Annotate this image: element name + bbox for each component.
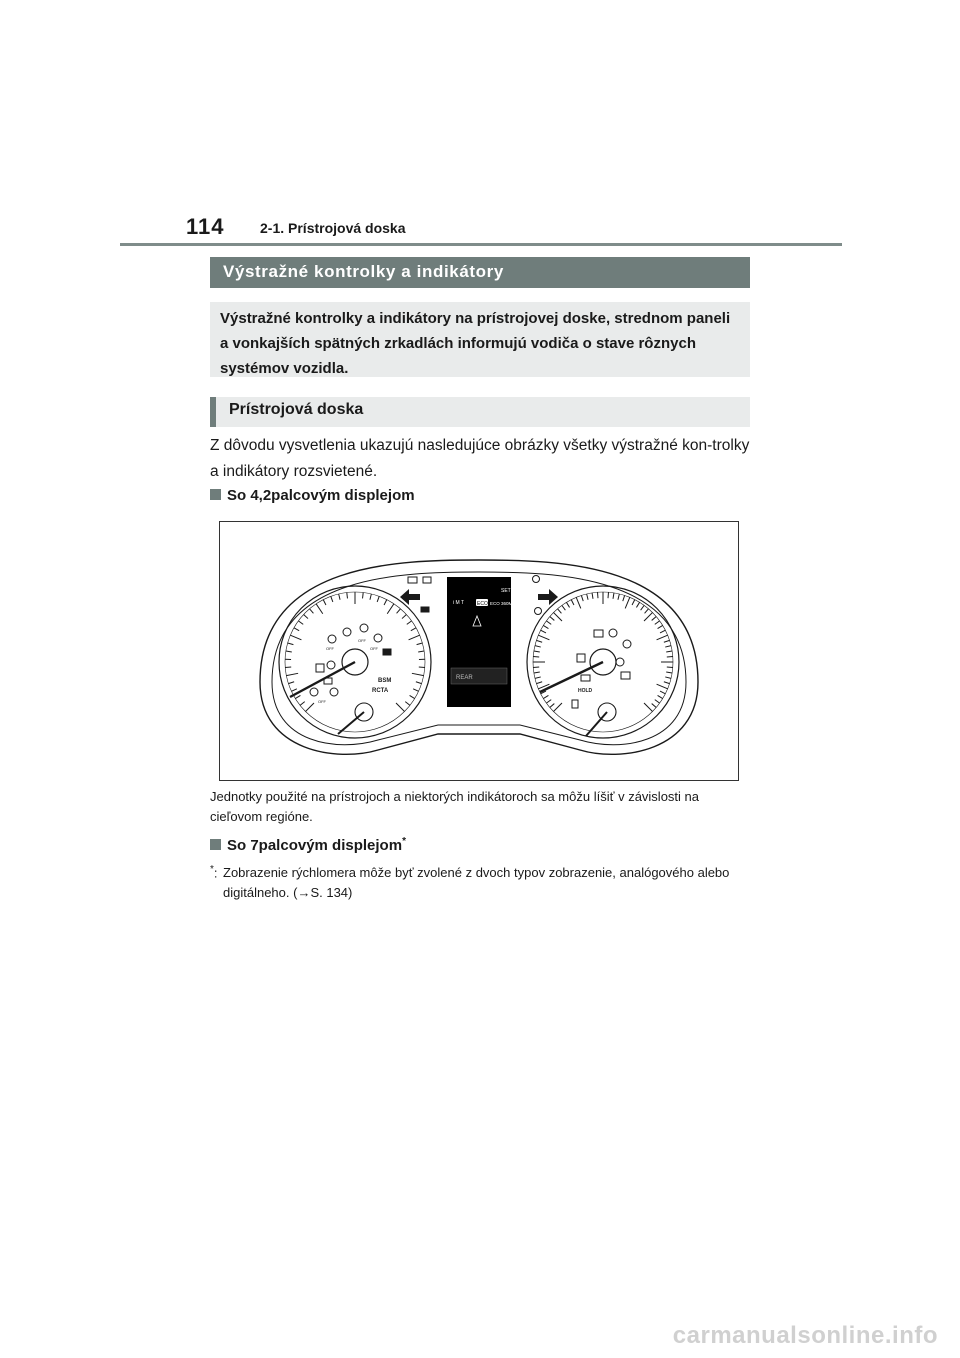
gauge-tick [652, 704, 657, 708]
gauge-tick [411, 628, 416, 631]
gauge-tick [655, 700, 660, 704]
multi-info-display [447, 577, 511, 707]
gauge-tick [405, 702, 410, 706]
gauge-tick [541, 630, 546, 633]
gauge-tick [535, 677, 541, 678]
intro-text: Výstražné kontrolky a indikátory na prístrojovej doske, strednom paneli a vonkajších spätných zrkadlách informujú vodiča o stave rôznych systémov vozidla. [220, 310, 731, 377]
square-bullet-icon [210, 839, 221, 850]
page-number: 114 [186, 214, 225, 239]
intro-box [210, 302, 750, 377]
gauge-tick [554, 613, 562, 621]
gauge-tick [538, 635, 549, 640]
gauge-tick [323, 600, 326, 605]
gauge-tick [295, 695, 300, 698]
gauge-tick [550, 617, 555, 621]
gauge-tick [288, 643, 294, 645]
gauge-tick [571, 600, 574, 605]
imt-label: i M T [453, 600, 465, 606]
tachometer-needle [290, 662, 355, 697]
gauge-tick [641, 605, 645, 610]
gauge-tick [566, 602, 569, 607]
off-label-4: OFF [318, 699, 326, 704]
footnote-text: Zobrazenie rýchlomera môže byť zvolené z dvoch typov zobrazenie, analógového alebo digitálneho. (→S. 134) [223, 865, 730, 901]
eco-label: ECO [477, 601, 488, 607]
gauge-tick [310, 609, 314, 614]
gauge-tick [652, 617, 657, 621]
gauge-tick [636, 602, 639, 607]
gauge-tick [286, 651, 292, 652]
gauge-tick [536, 682, 542, 684]
gauge-tick [666, 672, 672, 673]
footnote-marker: * [402, 836, 406, 847]
gauge-tick [407, 621, 412, 625]
gauge-tick [655, 621, 660, 625]
gauge-tick [331, 596, 333, 602]
gauge-tick [664, 682, 670, 684]
gauge-tick [666, 651, 672, 652]
gauge-tick [658, 695, 663, 698]
gauge-tick [377, 596, 379, 602]
gauge-tick [536, 640, 542, 642]
gauge-tick [418, 651, 424, 652]
gauge-tick [397, 609, 401, 614]
tachometer-gauge [279, 586, 431, 738]
gauge-tick [288, 682, 294, 684]
footnote-star: * [210, 864, 214, 875]
heading-4-2-inch-text: So 4,2palcovým displejom [227, 487, 415, 504]
gauge-tick [535, 646, 541, 647]
gauge-tick [644, 703, 652, 711]
gauge-tick [644, 613, 652, 621]
eco-mode-label: ECO 360M [490, 601, 513, 606]
square-bullet-icon [210, 489, 221, 500]
gauge-tick [665, 677, 671, 678]
gauge-tick [660, 691, 665, 694]
gauge-tick [286, 673, 298, 675]
set-label: SET [501, 588, 511, 594]
gauge-tick [576, 597, 581, 608]
body-paragraph: Z dôvodu vysvetlenia ukazujú nasledujúce obrázky všetky výstražné kon-trolky a indikátory rozsvietené. [210, 437, 750, 480]
gauge-tick [587, 594, 588, 600]
gauge-tick [291, 689, 296, 692]
gauge-tick [409, 635, 420, 640]
gauge-tick [384, 600, 387, 605]
section-label: 2-1. Prístrojová doska [260, 220, 406, 236]
gauge-tick [546, 700, 551, 704]
gauge-tick [618, 594, 619, 600]
gauge-tick [664, 640, 670, 642]
instrument-cluster-drawing [220, 522, 738, 780]
gauge-tick [660, 630, 665, 633]
gauge-tick [562, 605, 566, 610]
gauge-tick [306, 703, 314, 711]
gauge-tick [546, 621, 551, 625]
footnote [210, 860, 755, 903]
gauge-tick [550, 704, 555, 708]
gauge-tick [413, 689, 418, 692]
gauge-tick [387, 604, 394, 614]
off-label-2: OFF [358, 638, 366, 643]
speedometer-needle [540, 662, 603, 692]
gauge-tick [592, 593, 593, 599]
gauge-tick [623, 595, 625, 601]
speedometer-gauge [527, 586, 679, 738]
gauge-tick [657, 684, 668, 689]
gauge-tick [298, 621, 303, 625]
gauge-tick [558, 609, 562, 614]
watermark: carmanualsonline.info [672, 1322, 938, 1349]
gauge-tick [625, 597, 630, 608]
rcta-label: RCTA [372, 688, 389, 694]
heading-7-inch-text: So 7palcovým displejom [227, 837, 403, 854]
hold-label: HOLD [578, 688, 593, 694]
rear-label: REAR [456, 675, 473, 681]
heading-7-inch [210, 836, 406, 854]
gauge-tick [645, 609, 649, 614]
gauge-tick [347, 592, 348, 598]
gauge-tick [363, 592, 364, 598]
gauge-tick [412, 673, 424, 675]
gauge-tick [316, 604, 323, 614]
gauge-tick [416, 682, 422, 684]
gauge-tick [300, 702, 305, 706]
gauge-tick [534, 672, 540, 673]
bsm-label: BSM [378, 678, 392, 684]
figure-caption: Jednotky použité na prístrojoch a niektorých indikátoroch sa môžu líšiť v závislosti na cieľovom regióne. [210, 789, 699, 824]
gauge-tick [632, 600, 635, 605]
subsection-heading: Prístrojová doska [210, 397, 750, 427]
gauge-tick [396, 703, 404, 711]
gauge-tick [410, 695, 415, 698]
off-label-3: OFF [370, 646, 378, 651]
gauge-tick [665, 646, 671, 647]
footnote-colon: : [213, 865, 218, 881]
gauge-tick [304, 614, 308, 618]
gauge-tick [543, 695, 548, 698]
instrument-cluster-figure [219, 521, 739, 781]
gauge-tick [290, 635, 301, 640]
gauge-tick [581, 595, 583, 601]
section-banner: Výstražné kontrolky a indikátory [210, 257, 750, 288]
gauge-tick [294, 628, 299, 631]
gauge-tick [543, 625, 548, 628]
gauge-tick [402, 614, 406, 618]
gauge-tick [339, 594, 340, 600]
gauge-tick [534, 651, 540, 652]
off-label-1: OFF [326, 646, 334, 651]
header-rule [120, 243, 842, 246]
gauge-tick [658, 625, 663, 628]
gauge-tick [417, 643, 423, 645]
heading-4-2-inch [210, 487, 415, 504]
gauge-tick [370, 594, 371, 600]
gauge-tick [657, 635, 668, 640]
gauge-tick [554, 703, 562, 711]
gauge-tick [613, 593, 614, 599]
